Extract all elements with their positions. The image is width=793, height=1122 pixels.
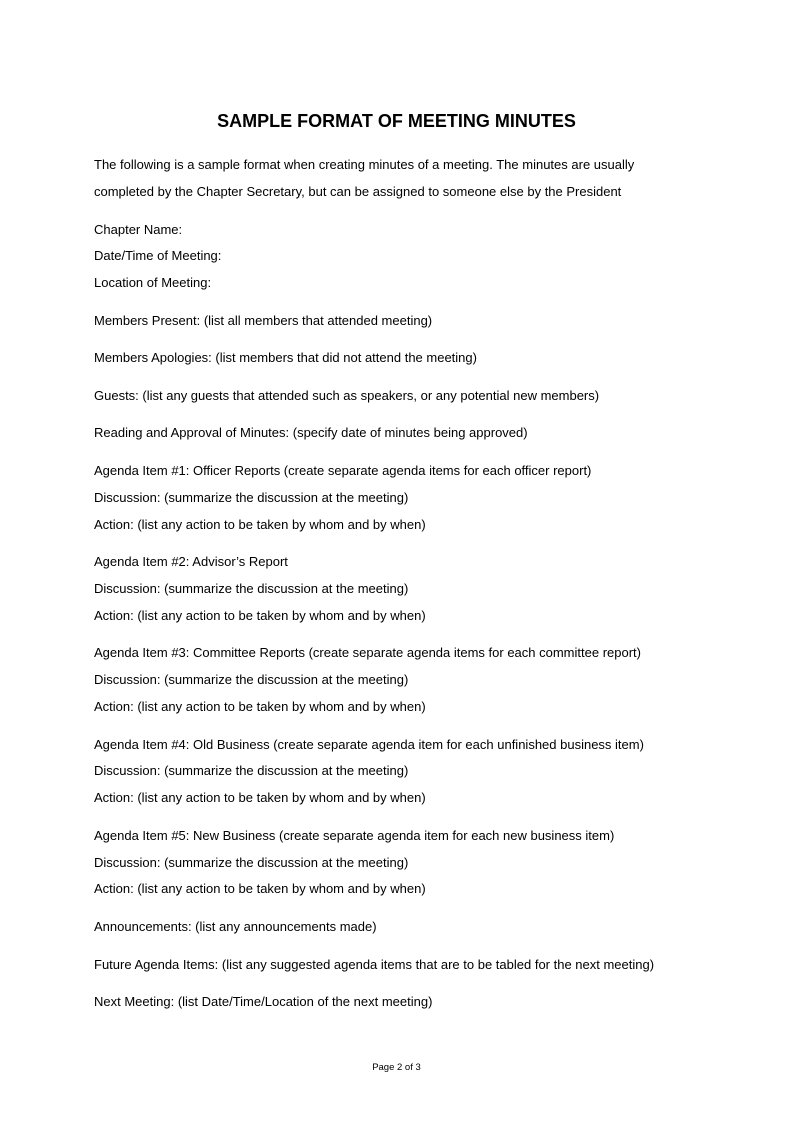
agenda-item-3-discussion: Discussion: (summarize the discussion at the meeting) [94,672,409,687]
agenda-item-3-title: Agenda Item #3: Committee Reports (create separate agenda items for each committee report) [94,645,641,660]
agenda-item-5-discussion: Discussion: (summarize the discussion at the meeting) [94,855,409,870]
agenda-item-2-title: Agenda Item #2: Advisor’s Report [94,554,288,569]
agenda-item-2-discussion: Discussion: (summarize the discussion at the meeting) [94,581,409,596]
agenda-item-4-discussion: Discussion: (summarize the discussion at the meeting) [94,763,409,778]
members-apologies-line: Members Apologies: (list members that did not attend the meeting) [94,350,477,365]
guests-line: Guests: (list any guests that attended such as speakers, or any potential new members) [94,388,600,403]
document-title: SAMPLE FORMAT OF MEETING MINUTES [217,111,576,131]
intro-line-2: completed by the Chapter Secretary, but can be assigned to someone else by the President [94,184,622,199]
future-agenda-line: Future Agenda Items: (list any suggested agenda items that are to be tabled for the next meeting) [94,957,655,972]
members-present-line: Members Present: (list all members that attended meeting) [94,313,433,328]
agenda-item-5-title: Agenda Item #5: New Business (create separate agenda item for each new business item) [94,828,615,843]
announcements-line: Announcements: (list any announcements made) [94,919,377,934]
page-number-footer: Page 2 of 3 [372,1062,421,1073]
agenda-item-1-action: Action: (list any action to be taken by whom and by when) [94,517,426,532]
agenda-item-4-action: Action: (list any action to be taken by whom and by when) [94,790,426,805]
agenda-item-1-discussion: Discussion: (summarize the discussion at the meeting) [94,490,409,505]
chapter-name-label: Chapter Name: [94,222,183,237]
agenda-item-3-action: Action: (list any action to be taken by whom and by when) [94,699,426,714]
location-label: Location of Meeting: [94,275,212,290]
agenda-item-4-title: Agenda Item #4: Old Business (create separate agenda item for each unfinished business item) [94,737,644,752]
agenda-item-1-title: Agenda Item #1: Officer Reports (create separate agenda items for each officer report) [94,463,592,478]
intro-line-1: The following is a sample format when creating minutes of a meeting. The minutes are usually [94,157,635,172]
reading-approval-line: Reading and Approval of Minutes: (specify date of minutes being approved) [94,425,528,440]
agenda-item-5-action: Action: (list any action to be taken by whom and by when) [94,881,426,896]
agenda-item-2-action: Action: (list any action to be taken by whom and by when) [94,608,426,623]
date-time-label: Date/Time of Meeting: [94,248,222,263]
next-meeting-line: Next Meeting: (list Date/Time/Location of the next meeting) [94,994,433,1009]
